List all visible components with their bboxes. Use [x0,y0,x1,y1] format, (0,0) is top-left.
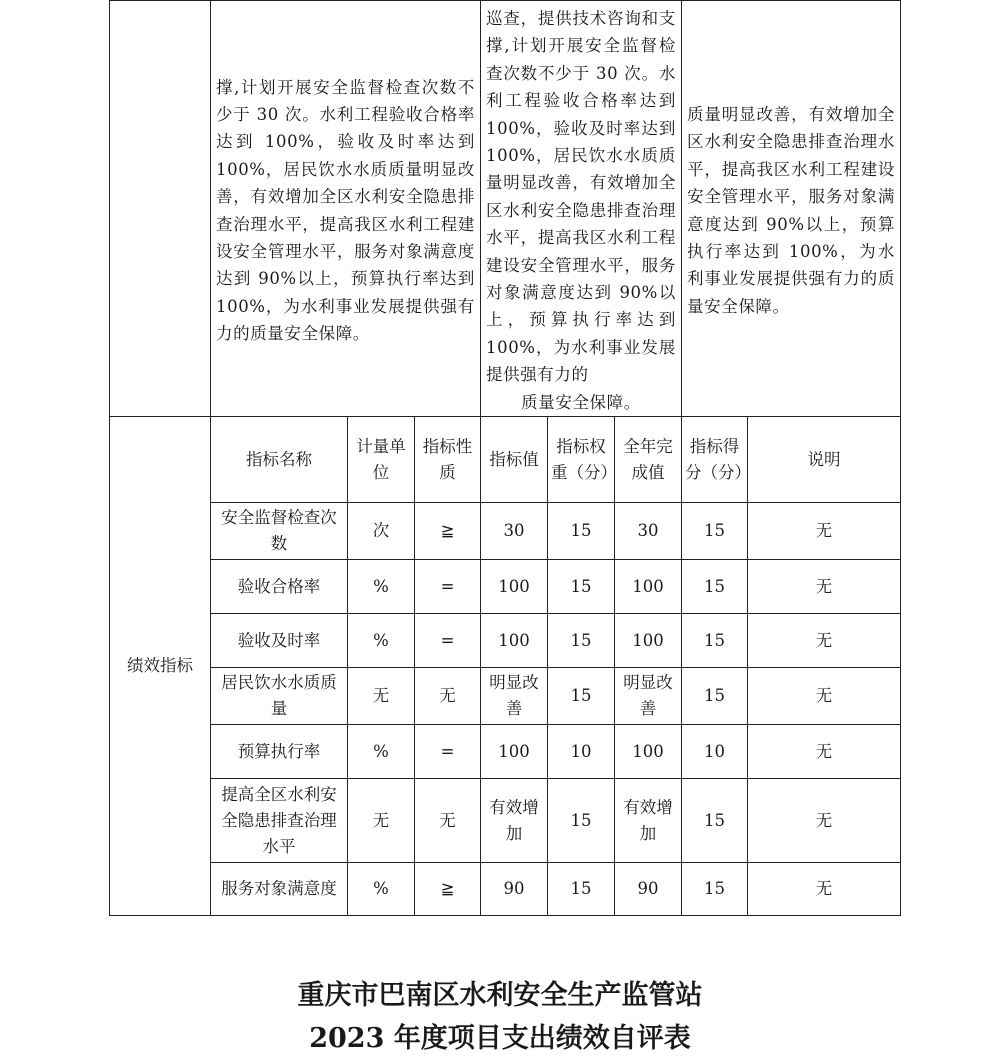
cell-note: 无 [748,779,901,863]
cell-value: 100 [481,725,548,779]
cell-nature: ≧ [415,863,481,916]
cell-unit: 无 [348,779,415,863]
cell-name: 服务对象满意度 [211,863,348,916]
cell-weight: 15 [548,863,615,916]
table-row [110,503,901,560]
form-title: 2023 年度项目支出绩效自评表 [309,1023,691,1054]
cell-unit: % [348,614,415,668]
header-unit: 计量单位 [348,417,415,503]
cell-nature: = [415,614,481,668]
cell-nature: 无 [415,668,481,725]
cell-actual: 有效增加 [615,779,682,863]
cell-value: 明显改善 [481,668,548,725]
header-row [110,417,901,503]
table-row [110,668,901,725]
cell-actual: 100 [615,560,682,614]
objective-cell-planned [211,1,481,417]
header-score: 指标得分（分） [682,417,748,503]
cell-unit: 无 [348,668,415,725]
table-row [110,863,901,916]
cell-score: 15 [682,503,748,560]
section-label-cell [110,417,211,916]
cell-nature: = [415,560,481,614]
cell-unit: % [348,560,415,614]
cell-actual: 明显改善 [615,668,682,725]
cell-actual: 100 [615,614,682,668]
cell-nature: ≧ [415,503,481,560]
objective-text-result: 质量明显改善，有效增加全区水利安全隐患排查治理水平，提高我区水利工程建设安全管理水平，服务对象满意度达到 90%以上，预算执行率达到 100%，为水利事业发展提供强有力的质量安全保障。 [687,104,896,316]
header-note: 说明 [748,417,901,503]
cell-name: 预算执行率 [211,725,348,779]
objective-text-progress-tail: 质量安全保障。 [521,392,641,412]
cell-note: 无 [748,668,901,725]
cell-unit: 次 [348,503,415,560]
header-value: 指标值 [481,417,548,503]
header-nature: 指标性质 [415,417,481,503]
cell-score: 15 [682,863,748,916]
cell-value: 90 [481,863,548,916]
cell-actual: 90 [615,863,682,916]
cell-value: 有效增加 [481,779,548,863]
cell-actual: 100 [615,725,682,779]
cell-weight: 15 [548,779,615,863]
performance-table-section [109,0,901,916]
cell-actual: 30 [615,503,682,560]
header-weight: 指标权重（分） [548,417,615,503]
cell-name: 验收合格率 [211,560,348,614]
cell-name: 提高全区水利安全隐患排查治理水平 [211,779,348,863]
objective-text-progress: 巡查，提供技术咨询和支撑,计划开展安全监督检查次数不少于 30 次。水利工程验收合格率达到 100%，验收及时率达到 100%，居民饮水水质质量明显改善，有效增加全区水利安全隐患排查治理水平，提高我区水利工程建设安全管理水平，服务对象满意度达到 90%以上，预算执行率达到 100%，为水利事业发展提供强有力的 [486,9,677,385]
cell-name: 验收及时率 [211,614,348,668]
cell-name: 居民饮水水质质量 [211,668,348,725]
performance-table [109,0,901,916]
header-actual: 全年完成值 [615,417,682,503]
cell-score: 15 [682,779,748,863]
cell-score: 10 [682,725,748,779]
cell-weight: 15 [548,503,615,560]
cell-weight: 10 [548,725,615,779]
cell-note: 无 [748,863,901,916]
cell-score: 15 [682,614,748,668]
header-name: 指标名称 [211,417,348,503]
objective-row [110,1,901,417]
cell-value: 100 [481,560,548,614]
cell-name: 安全监督检查次数 [211,503,348,560]
cell-score: 15 [682,560,748,614]
table-row [110,725,901,779]
cell-nature: 无 [415,779,481,863]
cell-note: 无 [748,503,901,560]
table-row [110,614,901,668]
cell-note: 无 [748,725,901,779]
section-label: 绩效指标 [127,656,193,676]
objective-cell-result [682,1,901,417]
cell-score: 15 [682,668,748,725]
cell-unit: % [348,863,415,916]
cell-note: 无 [748,560,901,614]
objective-text-planned: 撑,计划开展安全监督检查次数不少于 30 次。水利工程验收合格率达到 100%，验收及时率达到 100%，居民饮水水质质量明显改善，有效增加全区水利安全隐患排查治理水平，提高我区水利工程建设安全管理水平，服务对象满意度达到 90%以上，预算执行率达到 100%，为水利事业发展提供强有力的质量安全保障。 [216,77,475,344]
org-title: 重庆市巴南区水利安全生产监管站 [297,980,703,1011]
cell-value: 30 [481,503,548,560]
cell-weight: 15 [548,668,615,725]
cell-nature: = [415,725,481,779]
table-row [110,779,901,863]
cell-note: 无 [748,614,901,668]
cell-weight: 15 [548,614,615,668]
cell-value: 100 [481,614,548,668]
table-row [110,560,901,614]
objective-cell-progress [481,1,682,417]
objective-label-cell [110,1,211,417]
cell-weight: 15 [548,560,615,614]
cell-unit: % [348,725,415,779]
